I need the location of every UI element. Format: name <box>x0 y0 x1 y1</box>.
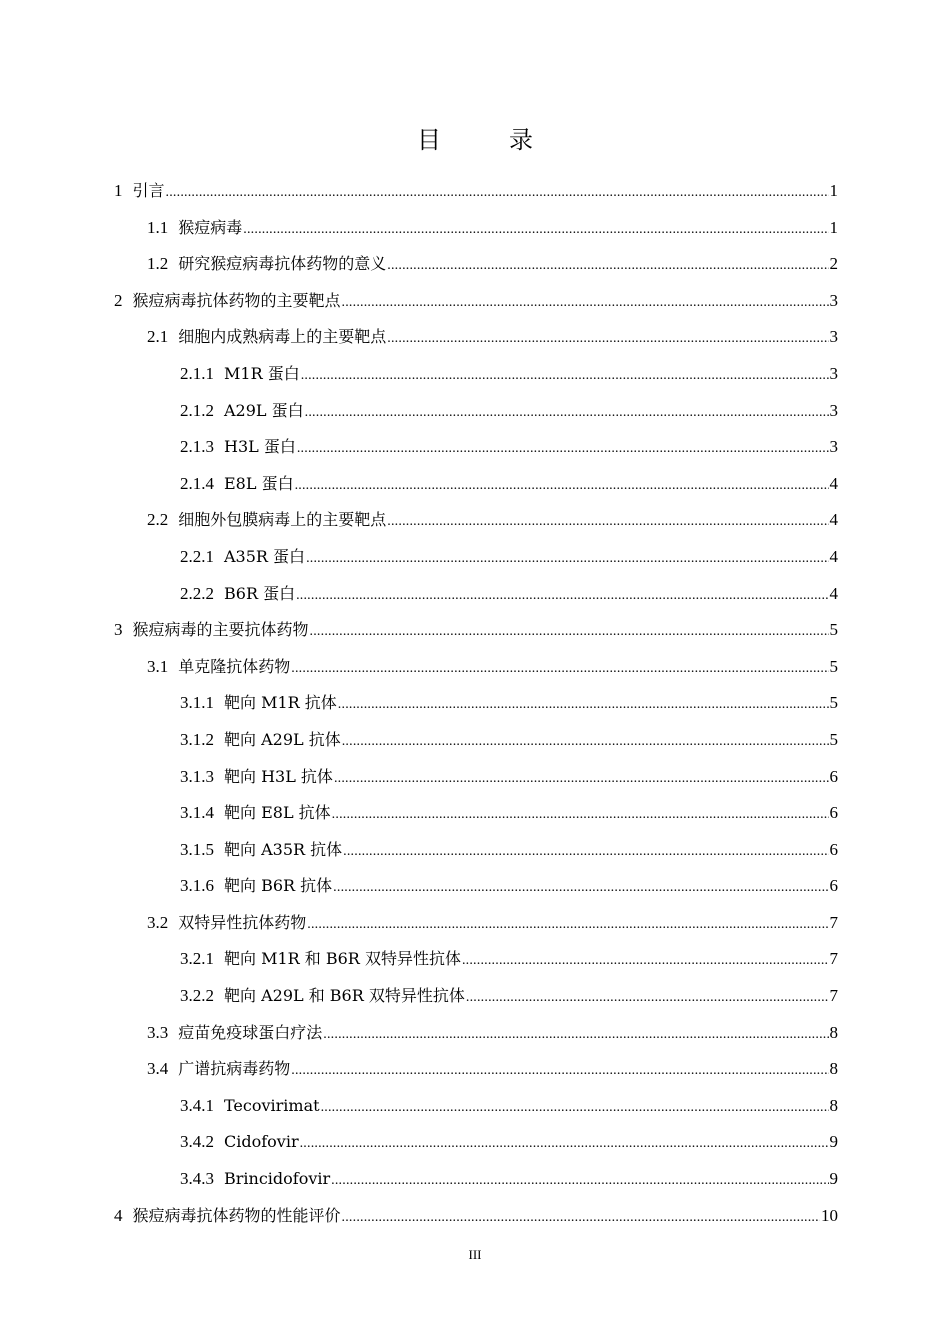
toc-entry-title: B6R 蛋白 <box>224 583 296 603</box>
toc-dot-leader <box>342 724 829 761</box>
toc-entry-page: 5 <box>829 656 838 676</box>
toc-entry-page: 6 <box>829 766 838 786</box>
toc-entry-number: 2.1 <box>147 327 169 347</box>
toc-entry-number: 2 <box>114 290 123 310</box>
page-number-footer: III <box>468 1247 482 1262</box>
toc-entry-title: 猴痘病毒抗体药物的主要靶点 <box>132 290 341 310</box>
toc-entry-page: 5 <box>829 729 838 749</box>
toc-entry-page: 3 <box>829 437 838 457</box>
toc-entry-number: 4 <box>114 1205 123 1225</box>
toc-entry[interactable] <box>114 173 838 210</box>
toc-entry-number: 1 <box>114 181 123 200</box>
toc-entry-number: 3.2 <box>147 912 169 932</box>
toc-entry[interactable] <box>114 1015 838 1052</box>
toc-entry-number: 3.2.1 <box>180 949 214 969</box>
toc-dot-leader <box>462 943 829 980</box>
toc-entry[interactable] <box>114 1198 838 1235</box>
toc-entry[interactable] <box>114 795 838 832</box>
toc-entry-page: 5 <box>829 620 838 640</box>
toc-dot-leader <box>334 761 829 798</box>
toc-dot-leader <box>301 358 829 395</box>
toc-entry-page: 8 <box>829 1022 838 1042</box>
toc-dot-leader <box>297 431 829 468</box>
toc-entry-number: 1.2 <box>147 254 169 274</box>
toc-entry[interactable] <box>114 466 838 503</box>
toc-entry-page: 1 <box>829 217 838 237</box>
toc-entry-title: 靶向 B6R 抗体 <box>224 876 333 896</box>
toc-entry-page: 6 <box>829 839 838 859</box>
toc-entry-number: 3.1.5 <box>180 839 214 859</box>
toc-entry[interactable] <box>114 1088 838 1125</box>
toc-entry-title: 广谱抗病毒药物 <box>178 1059 291 1079</box>
toc-dot-leader <box>323 1017 828 1054</box>
toc-entry[interactable] <box>114 393 838 430</box>
toc-entry-number: 2.2 <box>147 510 169 530</box>
toc-entry-page: 8 <box>829 1059 838 1079</box>
toc-entry-title: Brincidofovir <box>224 1169 331 1189</box>
toc-dot-leader <box>305 395 829 432</box>
toc-entry-number: 2.1.3 <box>180 437 214 457</box>
toc-entry-page: 9 <box>829 1169 838 1189</box>
toc-dot-leader <box>310 614 829 651</box>
toc-entry-title: H3L 蛋白 <box>224 437 296 457</box>
toc-entry-title: 猴痘病毒 <box>178 217 243 237</box>
toc-entry[interactable] <box>114 576 838 613</box>
toc-entry-page: 4 <box>829 473 838 493</box>
toc-entry-number: 3 <box>114 620 123 640</box>
toc-entry-title: 靶向 E8L 抗体 <box>224 803 331 823</box>
toc-entry-page: 3 <box>829 327 838 347</box>
toc-dot-leader <box>466 980 829 1017</box>
toc-entry[interactable] <box>114 685 838 722</box>
toc-entry-title: 细胞外包膜病毒上的主要靶点 <box>178 510 387 530</box>
toc-entry-title: 猴痘病毒的主要抗体药物 <box>132 620 309 640</box>
toc-entry-title: 靶向 A29L 抗体 <box>224 729 341 749</box>
toc-entry-title: 单克隆抗体药物 <box>178 656 291 676</box>
toc-entry-number: 2.1.4 <box>180 473 214 493</box>
toc-entry[interactable] <box>114 539 838 576</box>
toc-dot-leader <box>333 870 828 907</box>
toc-entry-number: 2.1.2 <box>180 400 214 420</box>
toc-entry-number: 3.4.3 <box>180 1169 214 1189</box>
toc-entry[interactable] <box>114 1051 838 1088</box>
toc-entry-number: 3.1.6 <box>180 876 214 896</box>
toc-entry-number: 2.1.1 <box>180 363 214 383</box>
page-title: 目 录 <box>417 126 555 154</box>
toc-entry-title: 靶向 M1R 和 B6R 双特异性抗体 <box>224 949 461 969</box>
toc-entry[interactable] <box>114 722 838 759</box>
toc-dot-leader <box>295 468 829 505</box>
toc-entry-number: 3.1 <box>147 656 169 676</box>
toc-entry-number: 3.1.2 <box>180 729 214 749</box>
toc-entry[interactable] <box>114 246 838 283</box>
toc-entry-title: 靶向 H3L 抗体 <box>224 766 333 786</box>
toc-entry-page: 7 <box>829 912 838 932</box>
toc-entry-title: A35R 蛋白 <box>224 546 306 566</box>
toc-entry[interactable] <box>114 429 838 466</box>
toc-entry[interactable] <box>114 832 838 869</box>
toc-entry-page: 7 <box>829 986 838 1006</box>
toc-entry-title: 靶向 A35R 抗体 <box>224 839 343 859</box>
toc-entry-number: 3.1.3 <box>180 766 214 786</box>
toc-dot-leader <box>342 285 829 322</box>
toc-entry[interactable] <box>114 649 838 686</box>
toc-dot-leader <box>243 212 828 249</box>
toc-entry-title: 引言 <box>132 181 165 200</box>
toc-dot-leader <box>342 1200 820 1237</box>
toc-dot-leader <box>166 175 829 212</box>
toc-entry[interactable] <box>114 759 838 796</box>
toc-entry[interactable] <box>114 612 838 649</box>
toc-entry-title: 靶向 A29L 和 B6R 双特异性抗体 <box>224 986 465 1006</box>
toc-dot-leader <box>387 504 828 541</box>
toc-entry-number: 1.1 <box>147 217 169 237</box>
toc-entry-page: 4 <box>829 510 838 530</box>
toc-entry-title: 研究猴痘病毒抗体药物的意义 <box>178 254 387 274</box>
toc-dot-leader <box>387 248 828 285</box>
toc-entry[interactable] <box>114 905 838 942</box>
toc-entry-page: 6 <box>829 876 838 896</box>
toc-dot-leader <box>338 687 829 724</box>
toc-entry-page: 5 <box>829 693 838 713</box>
toc-entry-title: M1R 蛋白 <box>224 363 300 383</box>
toc-dot-leader <box>307 907 828 944</box>
toc-entry-number: 3.4 <box>147 1059 169 1079</box>
toc-entry-title: 猴痘病毒抗体药物的性能评价 <box>132 1205 341 1225</box>
toc-entry-title: 靶向 M1R 抗体 <box>224 693 337 713</box>
toc-entry-number: 2.2.1 <box>180 546 214 566</box>
toc-entry-page: 4 <box>829 583 838 603</box>
toc-entry-title: Tecovirimat <box>224 1095 320 1115</box>
toc-entry-page: 10 <box>821 1205 838 1225</box>
toc-dot-leader <box>331 1163 828 1200</box>
toc-entry[interactable] <box>114 210 838 247</box>
toc-dot-leader <box>343 834 828 871</box>
toc-entry-title: 细胞内成熟病毒上的主要靶点 <box>178 327 387 347</box>
toc-entry-page: 4 <box>829 546 838 566</box>
toc-dot-leader <box>291 1053 828 1090</box>
toc-entry[interactable] <box>114 319 838 356</box>
toc-entry-page: 9 <box>829 1132 838 1152</box>
toc-entry[interactable] <box>114 283 838 320</box>
toc-entry-number: 2.2.2 <box>180 583 214 603</box>
toc-entry[interactable] <box>114 868 838 905</box>
toc-entry-page: 3 <box>829 400 838 420</box>
toc-entry[interactable] <box>114 502 838 539</box>
toc-dot-leader <box>387 321 828 358</box>
table-of-contents <box>114 173 838 1234</box>
toc-entry-title: 痘苗免疫球蛋白疗法 <box>178 1022 323 1042</box>
toc-entry[interactable] <box>114 1124 838 1161</box>
toc-entry-page: 8 <box>829 1095 838 1115</box>
toc-entry-number: 3.1.4 <box>180 803 214 823</box>
toc-dot-leader <box>332 797 829 834</box>
toc-entry-page: 1 <box>829 181 838 200</box>
toc-entry-page: 2 <box>829 254 838 274</box>
toc-dot-leader <box>296 578 828 615</box>
toc-entry-title: Cidofovir <box>224 1132 299 1152</box>
toc-dot-leader <box>306 541 828 578</box>
toc-entry-page: 7 <box>829 949 838 969</box>
toc-entry-title: E8L 蛋白 <box>224 473 294 493</box>
toc-entry-number: 3.2.2 <box>180 986 214 1006</box>
toc-dot-leader <box>300 1126 829 1163</box>
toc-dot-leader <box>291 651 828 688</box>
toc-dot-leader <box>321 1090 829 1127</box>
toc-entry-number: 3.1.1 <box>180 693 214 713</box>
toc-entry-number: 3.3 <box>147 1022 169 1042</box>
toc-entry[interactable] <box>114 1161 838 1198</box>
toc-entry-page: 3 <box>829 290 838 310</box>
toc-entry-number: 3.4.1 <box>180 1095 214 1115</box>
toc-entry[interactable] <box>114 941 838 978</box>
toc-entry[interactable] <box>114 978 838 1015</box>
toc-entry-title: A29L 蛋白 <box>224 400 304 420</box>
toc-entry-page: 3 <box>829 363 838 383</box>
toc-entry-title: 双特异性抗体药物 <box>178 912 307 932</box>
toc-entry-number: 3.4.2 <box>180 1132 214 1152</box>
toc-entry[interactable] <box>114 356 838 393</box>
toc-entry-page: 6 <box>829 803 838 823</box>
